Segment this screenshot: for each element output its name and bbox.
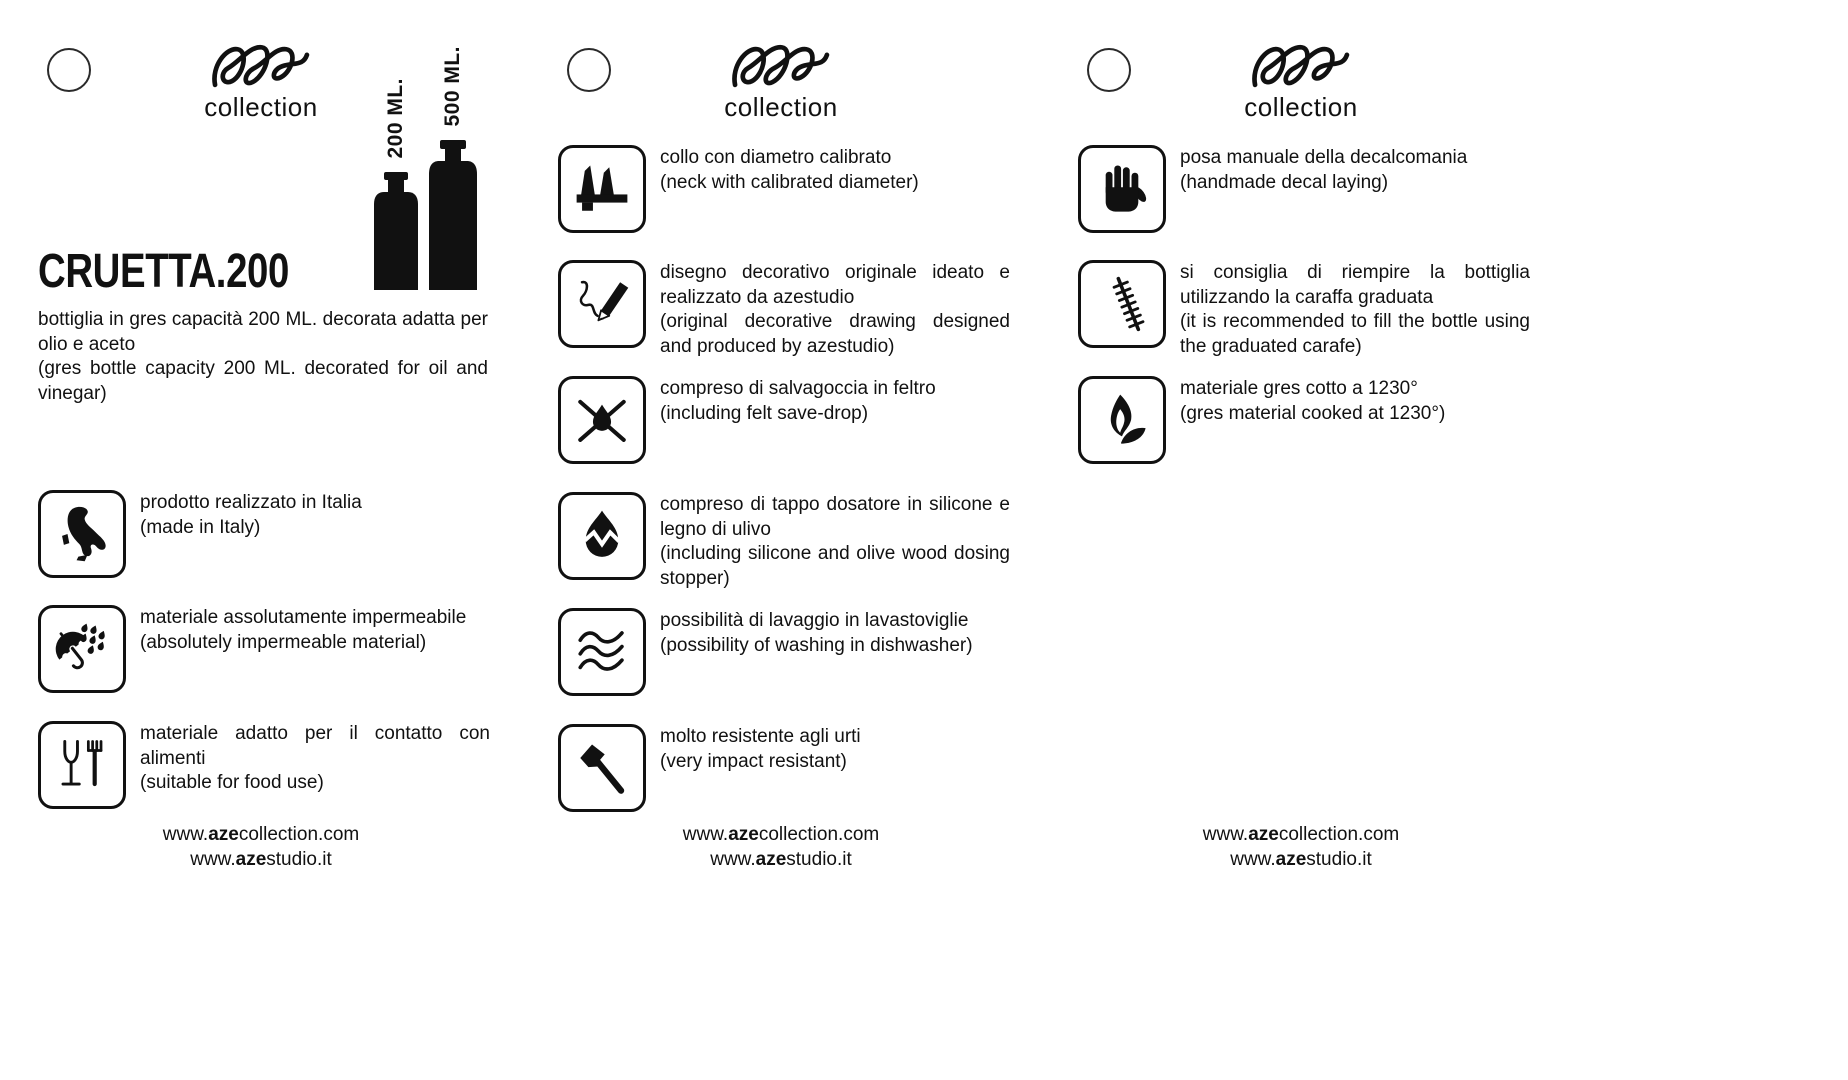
- feature-row: [558, 608, 1010, 696]
- feature-text: [140, 490, 490, 578]
- hand-manual-icon: [1093, 160, 1151, 218]
- glass-fork-food-safe-icon: [53, 736, 111, 794]
- feature-italian: materiale adatto per il contatto con alimenti: [140, 723, 490, 769]
- feature-text: [1180, 145, 1530, 233]
- rain-drops: [79, 622, 106, 654]
- url-studio: www.azestudio.it: [1230, 849, 1372, 870]
- feature-english: (absolutely impermeable material): [140, 631, 427, 653]
- bottle-size-diagram: [374, 46, 477, 290]
- feature-english: (it is recommended to fill the bottle using the graduated carafe): [1180, 311, 1530, 357]
- feature-italian: materiale assolutamente impermeabile: [140, 607, 467, 628]
- brand-logo: [558, 38, 1004, 123]
- hammer-impact-icon: [573, 739, 631, 797]
- impact-resistant-iconbox: [558, 724, 646, 812]
- feature-text: [660, 145, 1010, 233]
- large-bottle-icon: [429, 140, 477, 290]
- feature-english: (including silicone and olive wood dosing stopper): [660, 543, 1010, 589]
- feature-row: [1078, 260, 1530, 359]
- feature-text: [660, 724, 1010, 812]
- feature-italian: collo con diametro calibrato: [660, 147, 892, 168]
- feature-row: [1078, 145, 1530, 233]
- feature-row: [558, 376, 1010, 464]
- caliper-icon: [573, 160, 631, 218]
- feature-english: (possibility of washing in dishwasher): [660, 634, 973, 656]
- url-studio: www.azestudio.it: [190, 849, 332, 870]
- feature-italian: compreso di salvagoccia in feltro: [660, 378, 936, 399]
- collection-wordmark: collection: [1244, 92, 1358, 122]
- footer-urls: [558, 822, 1004, 872]
- feature-english: (suitable for food use): [140, 772, 324, 793]
- dishwasher-iconbox: [558, 608, 646, 696]
- feature-english: (made in Italy): [140, 516, 261, 538]
- feature-text: [660, 608, 1010, 696]
- aze-script-logo-icon: [1249, 38, 1353, 98]
- feature-text: [660, 376, 1010, 464]
- feature-row: [38, 605, 490, 693]
- feature-row: [38, 721, 490, 809]
- aze-script-logo-icon: [209, 38, 313, 98]
- feature-english: (gres material cooked at 1230°): [1180, 402, 1446, 424]
- feature-row: [558, 724, 1010, 812]
- description-italian: bottiglia in gres capacità 200 ML. decorata adatta per olio e aceto: [38, 309, 488, 355]
- product-title: CRUETTA.200: [38, 245, 289, 298]
- tag-middle: [558, 0, 1010, 1080]
- feature-row: [1078, 376, 1530, 464]
- crossed-drop-icon: [573, 391, 631, 449]
- bottle-500ml-label: 500 ML.: [441, 46, 464, 127]
- feature-text: [1180, 260, 1530, 359]
- original-drawing-iconbox: [558, 260, 646, 348]
- feature-italian: prodotto realizzato in Italia: [140, 492, 362, 513]
- product-description: [38, 308, 488, 406]
- feature-text: [140, 721, 490, 809]
- umbrella-rain-icon: [53, 620, 111, 678]
- footer-urls: [1078, 822, 1524, 872]
- small-bottle-icon: [374, 172, 418, 290]
- italy-map-icon: [53, 505, 111, 563]
- feature-row: [558, 260, 1010, 359]
- url-studio: www.azestudio.it: [710, 849, 852, 870]
- tag-right: [1078, 0, 1530, 1080]
- felt-save-drop-iconbox: [558, 376, 646, 464]
- fired-material-iconbox: [1078, 376, 1166, 464]
- bottle-500ml: [429, 46, 477, 290]
- feature-row: [558, 492, 1010, 591]
- bottle-200ml: [374, 78, 418, 290]
- feature-italian: disegno decorativo originale ideato e realizzato da azestudio: [660, 262, 1010, 308]
- feature-text: [1180, 376, 1530, 464]
- brand-logo: [1078, 38, 1524, 123]
- bottle-200ml-label: 200 ML.: [384, 78, 407, 159]
- collection-wordmark: collection: [724, 92, 838, 122]
- url-collection: www.azecollection.com: [1202, 824, 1400, 845]
- feature-text: [660, 492, 1010, 591]
- feature-english: (handmade decal laying): [1180, 171, 1389, 193]
- feature-italian: posa manuale della decalcomania: [1180, 147, 1468, 168]
- feature-italian: compreso di tappo dosatore in silicone e legno di ulivo: [660, 494, 1010, 540]
- graduated-carafe-iconbox: [1078, 260, 1166, 348]
- feature-text: [660, 260, 1010, 359]
- feature-italian: molto resistente agli urti: [660, 726, 861, 747]
- description-english: (gres bottle capacity 200 ML. decorated for oil and vinegar): [38, 358, 488, 404]
- waves-dishwasher-icon: [573, 623, 631, 681]
- impermeable-iconbox: [38, 605, 126, 693]
- made-in-italy-iconbox: [38, 490, 126, 578]
- feature-english: (neck with calibrated diameter): [660, 171, 919, 193]
- url-collection: www.azecollection.com: [682, 824, 880, 845]
- aze-script-logo-icon: [729, 38, 833, 98]
- feature-italian: possibilità di lavaggio in lavastoviglie: [660, 610, 969, 631]
- pencil-drawing-icon: [573, 275, 631, 333]
- handmade-decal-iconbox: [1078, 145, 1166, 233]
- collection-wordmark: collection: [204, 92, 318, 122]
- feature-row: [38, 490, 490, 578]
- graduated-scale-icon: [1093, 275, 1151, 333]
- drop-dosing-icon: [573, 507, 631, 565]
- footer-urls: [38, 822, 484, 872]
- dosing-stopper-iconbox: [558, 492, 646, 580]
- feature-text: [140, 605, 490, 693]
- food-safe-iconbox: [38, 721, 126, 809]
- flame-fired-icon: [1093, 391, 1151, 449]
- feature-italian: si consiglia di riempire la bottiglia utilizzando la caraffa graduata: [1180, 262, 1530, 308]
- url-collection: www.azecollection.com: [162, 824, 360, 845]
- feature-english: (very impact resistant): [660, 750, 847, 772]
- feature-english: (including felt save-drop): [660, 402, 869, 424]
- feature-italian: materiale gres cotto a 1230°: [1180, 378, 1418, 399]
- feature-english: (original decorative drawing designed and produced by azestudio): [660, 311, 1010, 357]
- tag-left: [38, 0, 490, 1080]
- calibrated-neck-iconbox: [558, 145, 646, 233]
- feature-row: [558, 145, 1010, 233]
